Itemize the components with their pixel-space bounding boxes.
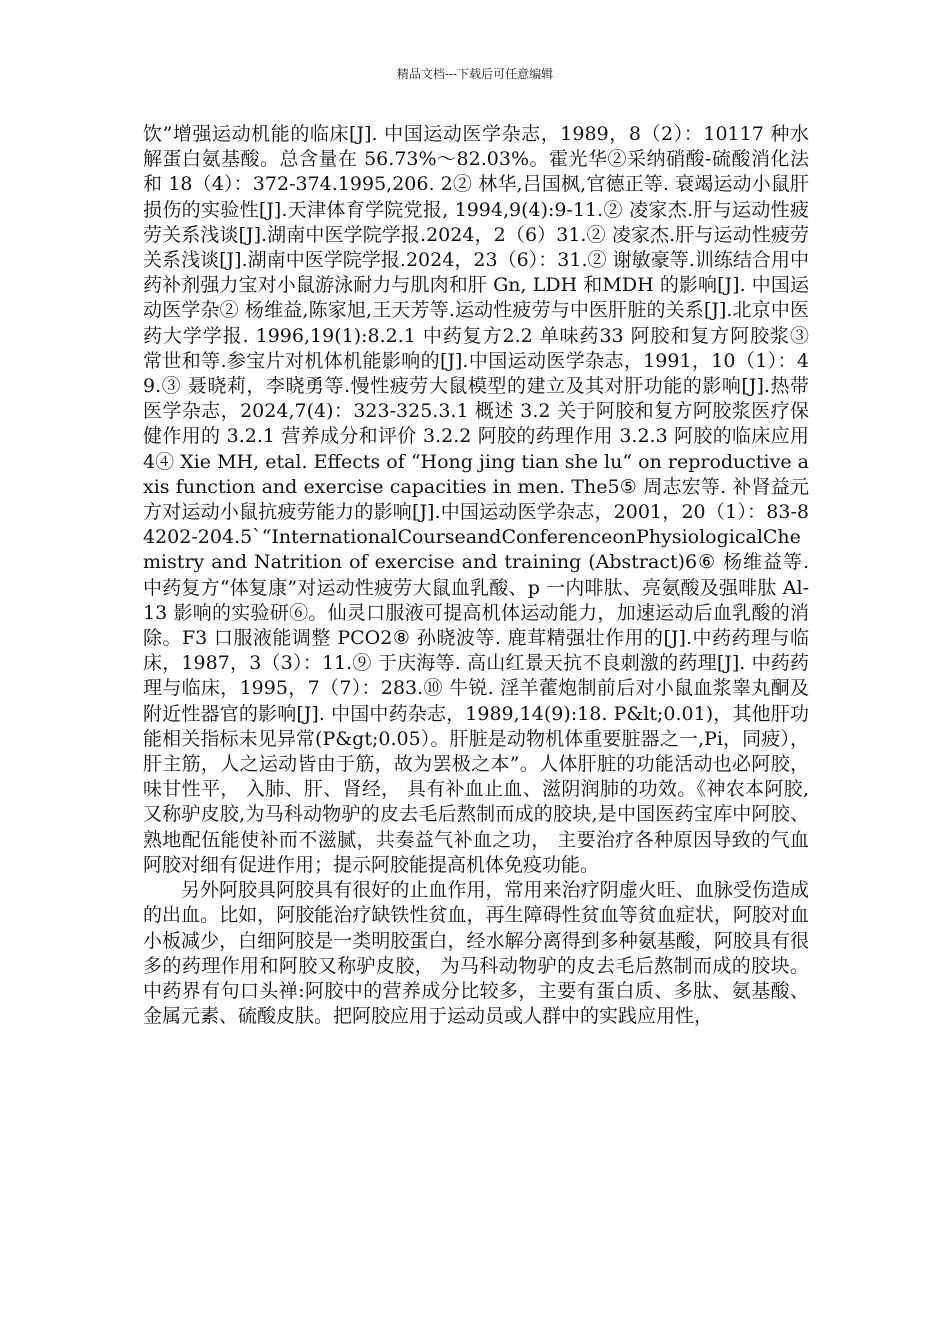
document-body bbox=[143, 122, 809, 1029]
paragraph-references: 饮”增强运动机能的临床[J]. 中国运动医学杂志，1989，8（2）：10117 种水解蛋白氨基酸。总含量在 56.73%～82.03%。霍光华②采纳硝酸-硫酸消化法和 18（4）：372-374.1995,206. 2② 林华,吕国枫,官德正等. 衰竭运动小鼠肝损伤的实验性[J].天津体育学院党报, 1994,9(4):9-11.② 凌家杰.肝与运动性疲劳关系浅谈[J].湖南中医学院学报.2024，2（6）31.② 凌家杰.肝与运动性疲劳关系浅谈[J].湖南中医学院学报.2024，23（6）：31.② 谢敏豪等.训练结合用中药补剂强力宝对小鼠游泳耐力与肌肉和肝 Gn, LDH 和MDH 的影响[J]. 中国运动医学杂② 杨维益,陈家旭,王天芳等.运动性疲劳与中医肝脏的关系[J].北京中医药大学学报. 1996,19(1):8.2.1 中药复方2.2 单味药33 阿胶和复方阿胶浆③ 常世和等.参宝片对机体机能影响的[J].中国运动医学杂志，1991，10（1）：49.③ 聂晓莉，李晓勇等.慢性疲劳大鼠模型的建立及其对肝功能的影响[J].热带医学杂志，2024,7(4)：323-325.3.1 概述 3.2 关于阿胶和复方阿胶浆医疗保健作用的 3.2.1 营养成分和评价 3.2.2 阿胶的药理作用 3.2.3 阿胶的临床应用 4④ Xie MH, etal. Effects of “Hong jing tian she lu“ on reproductive axis function and exercise capacities in men. The5⑤ 周志宏等. 补肾益元方对运动小鼠抗疲劳能力的影响[J].中国运动医学杂志，2001，20（1）：83-84202-204.5`“InternationalCourseandConferenceonPhysiologicalChemistry and Natrition of exercise and training (Abstract)6⑥ 杨维益等. 中药复方“体复康”对运动性疲劳大鼠血乳酸、p 一内啡肽、亮氨酸及强啡肽 Al-13 影响的实验研⑥。仙灵口服液可提高机体运动能力，加速运动后血乳酸的消除。F3 口服液能调整 PCO2⑧ 孙晓波等. 鹿茸精强壮作用的[J].中药药理与临床，1987，3（3）：11.⑨ 于庆海等. 高山红景天抗不良刺激的药理[J]. 中药药理与临床，1995，7（7）：283.⑩ 牛锐. 淫羊藿炮制前后对小鼠血浆睾丸酮及附近性器官的影响[J]. 中国中药杂志，1989,14(9):18. P&lt;0.01)，其他肝功能相关指标未见异常(P&gt;0.05）。肝脏是动物机体重要脏器之一,Pi，同疲），肝主筋，人之运动皆由于筋，故为罢极之本”。人体肝脏的功能活动也必阿胶，味甘性平， 入肺、肝、肾经， 具有补血止血、滋阴润肺的功效。《神农本阿胶,又称驴皮胶,为马科动物驴的皮去毛后熬制而成的胶块,是中国医药宝库中阿胶、熟地配伍能使补而不滋腻，共奏益气补血之功， 主要治疗各种原因导致的气血阿胶对细有促进作用；提示阿胶能提高机体免疫功能。 bbox=[143, 123, 809, 876]
paragraph-ejiao-effects: 另外阿胶具阿胶具有很好的止血作用，常用来治疗阴虚火旺、血脉受伤造成的出血。比如，阿胶能治疗缺铁性贫血，再生障碍性贫血等贫血症状，阿胶对血小板减少，白细阿胶是一类明胶蛋白，经水解分离得到多种氨基酸，阿胶具有很多的药理作用和阿胶又称驴皮胶， 为马科动物驴的皮去毛后熬制而成的胶块。中药界有句口头禅:阿胶中的营养成分比较多，主要有蛋白质、多肽、氨基酸、金属元素、硫酸皮肤。把阿胶应用于运动员或人群中的实践应用性， bbox=[143, 879, 809, 1028]
page-header: 精品文档---下载后可任意编辑 bbox=[396, 67, 554, 81]
